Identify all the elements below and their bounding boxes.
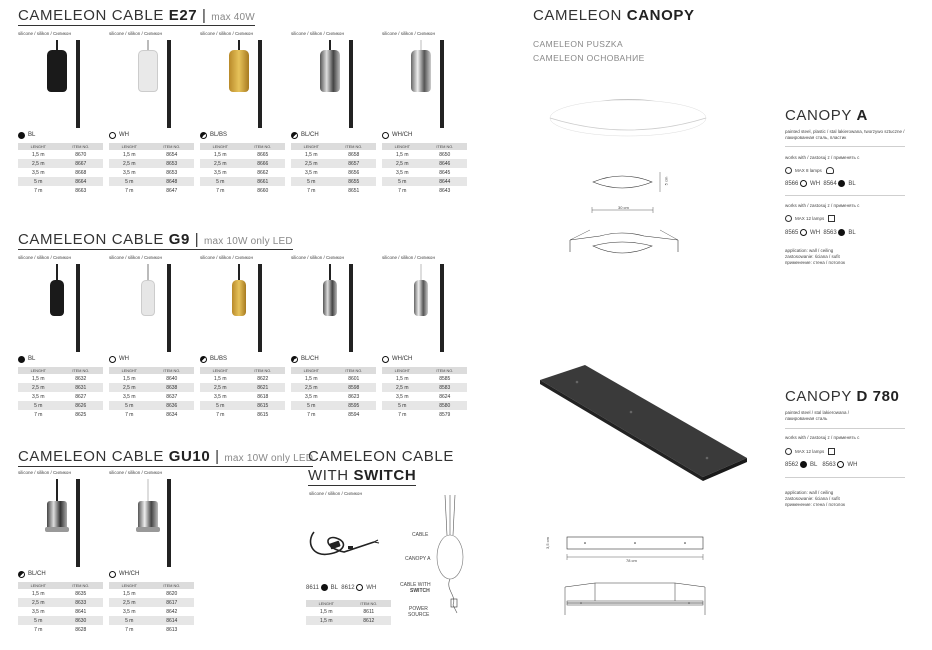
spec-table: LENGHT ITEM NO. 1,5 m 8632 2,5 m 8631 3,5 m 8627 5 m 8626 7 m 8625 [18,367,103,419]
spec-table: LENGHT ITEM NO. 1,5 m 8670 2,5 m 8667 3,5 m 8668 5 m 8664 7 m 8663 [18,143,103,195]
table-row: 5 m 8661 [200,177,285,186]
table-row: 3,5 m 8623 [291,392,376,401]
spec-table: LENGHT ITEM NO. 1,5 m 8622 2,5 m 8621 3,5 m 8618 5 m 8615 7 m 8615 [200,367,285,419]
table-row: 5 m 8630 [18,616,103,625]
lamp-image [382,264,467,354]
canopy-a-image [548,92,708,142]
lamp-image [200,264,285,354]
d780-application2: zastosowanie: ściana / sufit [785,496,840,501]
socket [414,280,428,316]
cord [56,479,58,501]
table-row: 1,5 m 8585 [382,374,467,383]
color-swatch-icon [109,356,116,363]
table-row: 3,5 m 8653 [109,168,194,177]
e27-title: CAMELEON CABLE E27 | max 40W [18,7,255,24]
label-power: POWER [409,606,428,612]
cord [56,40,58,50]
g9-product-3 [200,255,285,419]
color-swatch-icon [18,132,25,139]
white-swatch-icon [800,229,807,236]
cable-sample [167,479,171,567]
table-row: 1,5 m 8601 [291,374,376,383]
color-label: BL [18,130,103,140]
e27-product-4 [291,31,376,195]
black-swatch-icon [321,584,328,591]
g9-product-4 [291,255,376,419]
canopy-a-application3: применение: стена / потолок [785,260,845,265]
e27-product-5 [382,31,467,195]
cable-sample [349,40,353,128]
lamp-cup-rim [136,527,160,532]
g9-product-1 [18,255,103,419]
cord [147,264,149,280]
d780-application3: применение: стена / потолок [785,502,845,507]
spec-table: LENGHT ITEM NO. 1,5 m 8635 2,5 m 8633 3,5 m 8641 5 m 8630 7 m 8628 [18,582,103,634]
gu10-product-2 [109,470,194,634]
table-row: 7 m 8594 [291,410,376,419]
cable-sample [258,264,262,352]
lamp-image [18,40,103,130]
color-label: BL [18,354,103,364]
lamp-image [382,40,467,130]
table-row: 3,5 m 8637 [109,392,194,401]
material-label: silicone / silikon / Силикон [291,255,344,260]
d780-max12: MAX 12 lamps [785,448,835,455]
table-row: 1,5 m 8654 [109,150,194,159]
e27-product-2 [109,31,194,195]
d780-dim-height: 3,5 cm [545,536,551,550]
spec-table: LENGHT ITEM NO. 1,5 m 8650 2,5 m 8646 3,5 m 8645 5 m 8644 7 m 8643 [382,143,467,195]
d780-application: application: wall / ceiling [785,490,834,495]
lamp-image [18,264,103,354]
spec-table: LENGHT ITEM NO. 1,5 m 8620 2,5 m 8617 3,5 m 8642 5 m 8614 7 m 8613 [109,582,194,634]
color-label: BL/CH [291,354,376,364]
spec-table: LENGHT ITEM NO. 1,5 m 8654 2,5 m 8653 3,5 m 8653 5 m 8648 7 m 8647 [109,143,194,195]
material-label: silicone / silikon / Силикон [18,470,71,475]
black-swatch-icon [838,229,845,236]
lamp-image [109,40,194,130]
table-row: 5 m 8648 [109,177,194,186]
color-label: BL/CH [291,130,376,140]
white-swatch-icon [356,584,363,591]
canopy-alt1: CAMELEON PUSZKA [533,39,624,49]
canopy-a-works-with: works with / zastosuj z / применять с [785,155,860,160]
canopy-dim-height: 5 cm [663,176,669,186]
table-row: 7 m 8651 [291,186,376,195]
color-label: BL/BS [200,354,285,364]
table-row: 7 m 8660 [200,186,285,195]
canopy-a-title: CANOPY A [785,107,868,124]
g9-product-2 [109,255,194,419]
gu10-product-1 [18,470,103,634]
cable-sample [76,264,80,352]
spec-table: LENGHT ITEM NO. 1,5 m 8640 2,5 m 8638 3,5 m 8637 5 m 8636 7 m 8634 [109,367,194,419]
white-swatch-icon [800,180,807,187]
table-row: 3,5 m 8642 [109,607,194,616]
socket [229,50,249,92]
canopy-square-icon [828,215,835,222]
table-row: 1,5 m 8632 [18,374,103,383]
socket [320,50,340,92]
switch-table: LENGHT ITEM NO. 1,5 m 8611 1,5 m 8612 [306,600,391,625]
color-swatch-icon [109,571,116,578]
table-row: 1,5 m 8620 [109,589,194,598]
label-switch: SWITCH [410,588,430,594]
canopy-symbol-icon [826,167,834,174]
color-swatch-icon [291,356,298,363]
cord [238,264,240,280]
table-row: 3,5 m 8618 [200,392,285,401]
bulb-icon [785,167,792,174]
color-swatch-icon [382,132,389,139]
material-label: silicone / silikon / Силикон [109,31,162,36]
label-cable-with: CABLE WITH [400,582,431,588]
cord [329,264,331,280]
socket [138,50,158,92]
table-row: 2,5 m 8631 [18,383,103,392]
color-swatch-icon [109,132,116,139]
d780-material: painted steel / stal lakierowana / [785,410,850,415]
cord [420,40,422,50]
canopy-d780-drawing [555,525,715,620]
color-swatch-icon [18,571,25,578]
color-label: WH/CH [382,130,467,140]
table-row: 7 m 8643 [382,186,467,195]
cable-sample [440,264,444,352]
socket [47,50,67,92]
canopy-a-drawing [560,170,700,265]
table-row: 2,5 m 8617 [109,598,194,607]
table-row: 3,5 m 8662 [200,168,285,177]
bulb-icon [785,215,792,222]
table-row: 2,5 m 8621 [200,383,285,392]
lamp-cup-rim [45,527,69,532]
table-row: 3,5 m 8641 [18,607,103,616]
table-row: 7 m 8647 [109,186,194,195]
color-swatch-icon [18,356,25,363]
socket [411,50,431,92]
material-label: silicone / silikon / Силикон [109,470,162,475]
canopy-a-row2: 8565 WH 8563 BL [785,229,856,236]
cord [329,40,331,50]
table-row: 7 m 8625 [18,410,103,419]
cable-sample [167,264,171,352]
table-row: 5 m 8626 [18,401,103,410]
socket [50,280,64,316]
table-row: 7 m 8613 [109,625,194,634]
black-swatch-icon [800,461,807,468]
table-row: 2,5 m 8653 [109,159,194,168]
g9-product-5 [382,255,467,419]
e27-product-3 [200,31,285,195]
table-row: 2,5 m 8583 [382,383,467,392]
table-row: 3,5 m 8645 [382,168,467,177]
spec-table: LENGHT ITEM NO. 1,5 m 8665 2,5 m 8666 3,5 m 8662 5 m 8661 7 m 8660 [200,143,285,195]
switch-title: CAMELEON CABLE WITH SWITCH [308,448,454,484]
cable-sample [440,40,444,128]
canopy-a-material: painted steel, plastic / stal lakierowana, tworzywo sztuczne / лакированная сталь, пластик [785,129,905,140]
table-row: 3,5 m 8668 [18,168,103,177]
material-label: silicone / silikon / Силикон [18,255,71,260]
table-row: 5 m 8644 [382,177,467,186]
color-swatch-icon [291,132,298,139]
canopy-d780-image [535,360,750,485]
color-swatch-icon [200,356,207,363]
canopy-alt2: CAMELEON ОСНОВАНИЕ [533,53,645,63]
canopy-a-row1: 8566 WH 8564 BL [785,180,856,187]
table-row: 1,5 m 8635 [18,589,103,598]
color-swatch-icon [200,132,207,139]
cable-sample [258,40,262,128]
label-source: SOURCE [408,612,430,618]
cable-sample [76,40,80,128]
e27-product-1 [18,31,103,195]
spec-table: LENGHT ITEM NO. 1,5 m 8585 2,5 m 8583 3,5 m 8624 5 m 8580 7 m 8579 [382,367,467,419]
material-label: silicone / silikon / Силикон [200,31,253,36]
color-label: WH [109,130,194,140]
label-cable: CABLE [412,532,429,538]
table-row: 5 m 8655 [291,177,376,186]
material-label: silicone / silikon / Силикон [18,31,71,36]
canopy-a-application: application: wall / ceiling [785,248,834,253]
black-swatch-icon [838,180,845,187]
switch-sub: silicone / silikon / Силикон [309,491,362,496]
canopy-a-max8: MAX 8 lamps [785,167,834,174]
canopy-title: CAMELEON CANOPY [533,7,695,24]
cord [147,479,149,501]
canopy-a-application2: zastosowanie: ściana / sufit [785,254,840,259]
spec-table: LENGHT ITEM NO. 1,5 m 8601 2,5 m 8598 3,5 m 8623 5 m 8595 7 m 8594 [291,367,376,419]
socket [323,280,337,316]
lamp-image [109,264,194,354]
material-label: silicone / silikon / Силикон [200,255,253,260]
table-row: 3,5 m 8627 [18,392,103,401]
d780-dim-width: 78 cm [626,558,637,563]
color-label: WH [109,354,194,364]
table-row: 1,5 m 8650 [382,150,467,159]
table-row: 1,5 m 8665 [200,150,285,159]
canopy-dim-width: 30 cm [618,205,629,210]
table-row: 5 m 8636 [109,401,194,410]
material-label: silicone / silikon / Силикон [291,31,344,36]
cord [56,264,58,280]
table-row: 7 m 8615 [200,410,285,419]
material-label: silicone / silikon / Силикон [382,31,435,36]
lamp-image [291,40,376,130]
lamp-image [291,264,376,354]
canopy-a-works-with2: works with / zastosuj z / применять с [785,203,860,208]
cable-sample [167,40,171,128]
bulb-icon [785,448,792,455]
white-swatch-icon [837,461,844,468]
switch-cable-image [304,512,384,572]
cable-sample [349,264,353,352]
color-label: BL/CH [18,569,103,579]
table-row: 1,5 m 8658 [291,150,376,159]
d780-works-with: works with / zastosuj z / применять с [785,435,860,440]
table-row: 2,5 m 8667 [18,159,103,168]
material-label: silicone / silikon / Силикон [109,255,162,260]
color-swatch-icon [382,356,389,363]
switch-codes: 8611 BL 8612 WH [306,584,377,591]
table-row: 2,5 m 8657 [291,159,376,168]
cord [147,40,149,50]
table-row: 1,5 m 8670 [18,150,103,159]
table-row: 1,5 m 8640 [109,374,194,383]
color-label: WH/CH [382,354,467,364]
table-row: 3,5 m 8624 [382,392,467,401]
g9-title: CAMELEON CABLE G9 | max 10W only LED [18,231,293,248]
cord [420,264,422,280]
table-row: 3,5 m 8656 [291,168,376,177]
table-row: 7 m 8663 [18,186,103,195]
socket [141,280,155,316]
lamp-image [18,479,103,569]
lamp-image [109,479,194,569]
spec-table: LENGHT ITEM NO. 1,5 m 8658 2,5 m 8657 3,5 m 8656 5 m 8655 7 m 8651 [291,143,376,195]
table-row: 1,5 m 8622 [200,374,285,383]
socket [232,280,246,316]
table-row: 2,5 m 8598 [291,383,376,392]
table-row: 5 m 8664 [18,177,103,186]
cord [238,40,240,50]
table-row: 2,5 m 8646 [382,159,467,168]
table-row: 7 m 8634 [109,410,194,419]
table-row: 5 m 8595 [291,401,376,410]
color-label: BL/BS [200,130,285,140]
canopy-a-max12: MAX 12 lamps [785,215,835,222]
table-row: 5 m 8614 [109,616,194,625]
table-row: 2,5 m 8633 [18,598,103,607]
cable-sample [76,479,80,567]
canopy-d780-title: CANOPY D 780 [785,388,900,405]
canopy-square-icon [828,448,835,455]
label-canopy: CANOPY A [405,556,431,562]
d780-material2: лакированная сталь [785,416,828,421]
gu10-title: CAMELEON CABLE GU10 | max 10W only LED [18,448,314,465]
color-label: WH/CH [109,569,194,579]
table-row: 5 m 8580 [382,401,467,410]
table-row: 7 m 8579 [382,410,467,419]
d780-row: 8562 BL 8563 WH [785,461,858,468]
lamp-image [200,40,285,130]
table-row: 5 m 8615 [200,401,285,410]
table-row: 2,5 m 8638 [109,383,194,392]
table-row: 2,5 m 8666 [200,159,285,168]
material-label: silicone / silikon / Силикон [382,255,435,260]
table-row: 7 m 8628 [18,625,103,634]
